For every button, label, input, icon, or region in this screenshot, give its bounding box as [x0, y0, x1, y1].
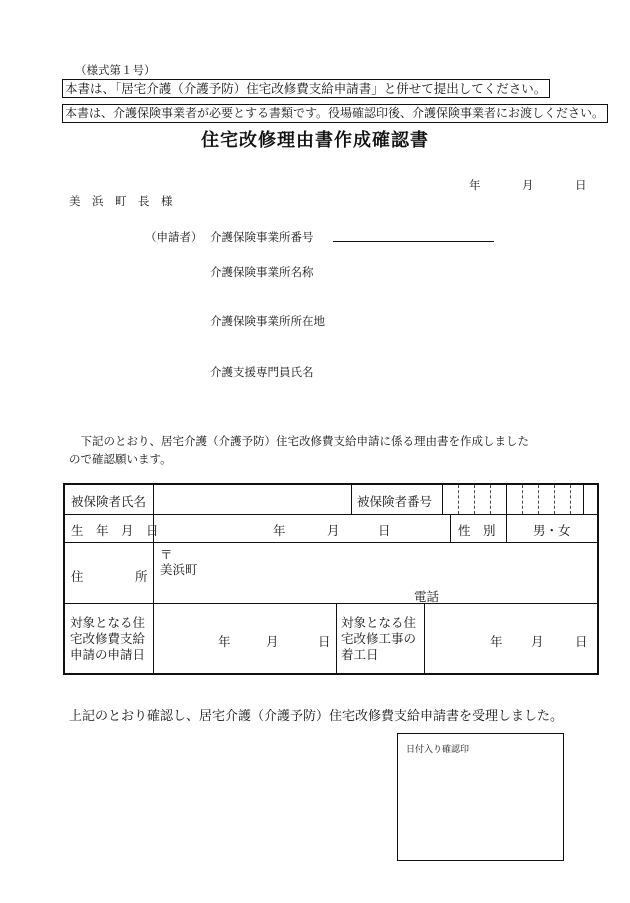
handover-notice: 本書は、介護保険事業者が必要とする書類です。役場確認印後、介護保険事業者にお渡しください。	[62, 104, 608, 123]
address-label-1: 住	[71, 569, 84, 584]
row-divider	[65, 603, 597, 604]
row-divider	[65, 514, 597, 515]
town-name: 美浜町	[160, 562, 198, 577]
insured-info-table	[63, 483, 599, 675]
birth-year: 年	[273, 523, 286, 538]
stamp-label: 日付入り確認印	[406, 745, 470, 755]
office-number-field[interactable]	[333, 241, 494, 242]
birth-month: 月	[327, 523, 340, 538]
phone-label: 電話	[414, 589, 440, 604]
start-day: 日	[575, 634, 588, 649]
sex-label: 性 別	[458, 523, 496, 538]
insured-name-field[interactable]	[155, 487, 349, 513]
birth-day: 日	[378, 523, 391, 538]
insured-number-field[interactable]	[444, 487, 594, 513]
addressee: 美 浜 町 長 様	[69, 194, 173, 208]
start-year: 年	[490, 634, 503, 649]
date-day: 日	[575, 178, 587, 192]
confirmation-stamp-box	[397, 733, 564, 861]
date-year: 年	[469, 178, 481, 192]
office-name-label: 介護保険事業所名称	[210, 265, 314, 279]
form-number: （様式第１号）	[75, 63, 156, 77]
col-divider	[153, 485, 154, 603]
row-divider	[65, 542, 597, 543]
office-address-label: 介護保険事業所所在地	[210, 314, 325, 328]
application-date-label: 対象となる住 宅改修費支給 申請の申請日	[70, 615, 146, 662]
confirmation-text: 上記のとおり確認し、居宅介護（介護予防）住宅改修費支給申請書を受理しました。	[69, 709, 564, 724]
birthdate-label: 生 年 月 日	[71, 523, 159, 538]
start-month: 月	[531, 634, 544, 649]
application-year: 年	[218, 634, 231, 649]
col-divider	[336, 603, 337, 675]
body-text-line-2: ので確認願います。	[69, 452, 172, 466]
page-title: 住宅改修理由書作成確認書	[201, 130, 429, 151]
sex-options[interactable]: 男・女	[533, 523, 571, 538]
col-divider	[450, 514, 451, 542]
address-label-2: 所	[135, 569, 148, 584]
date-month: 月	[522, 178, 534, 192]
body-text-line-1: 下記のとおり、居宅介護（介護予防）住宅改修費支給申請に係る理由書を作成しました	[69, 434, 529, 448]
application-day: 日	[318, 634, 331, 649]
submission-notice: 本書は、「居宅介護（介護予防）住宅改修費支給申請書」と併せて提出してください。	[62, 79, 550, 98]
start-date-label: 対象となる住 宅改修工事の 着工日	[341, 615, 417, 662]
insured-name-label: 被保険者氏名	[71, 494, 147, 509]
col-divider	[506, 514, 507, 542]
applicant-label: （申請者）	[145, 230, 203, 244]
col-divider	[351, 485, 352, 514]
insured-number-label: 被保険者番号	[357, 494, 433, 509]
care-manager-label: 介護支援専門員氏名	[210, 365, 314, 379]
col-divider	[442, 485, 443, 514]
col-divider	[153, 603, 154, 675]
postal-mark: 〒	[160, 547, 173, 562]
office-number-label: 介護保険事業所番号	[210, 230, 314, 244]
col-divider	[424, 603, 425, 675]
application-month: 月	[266, 634, 279, 649]
